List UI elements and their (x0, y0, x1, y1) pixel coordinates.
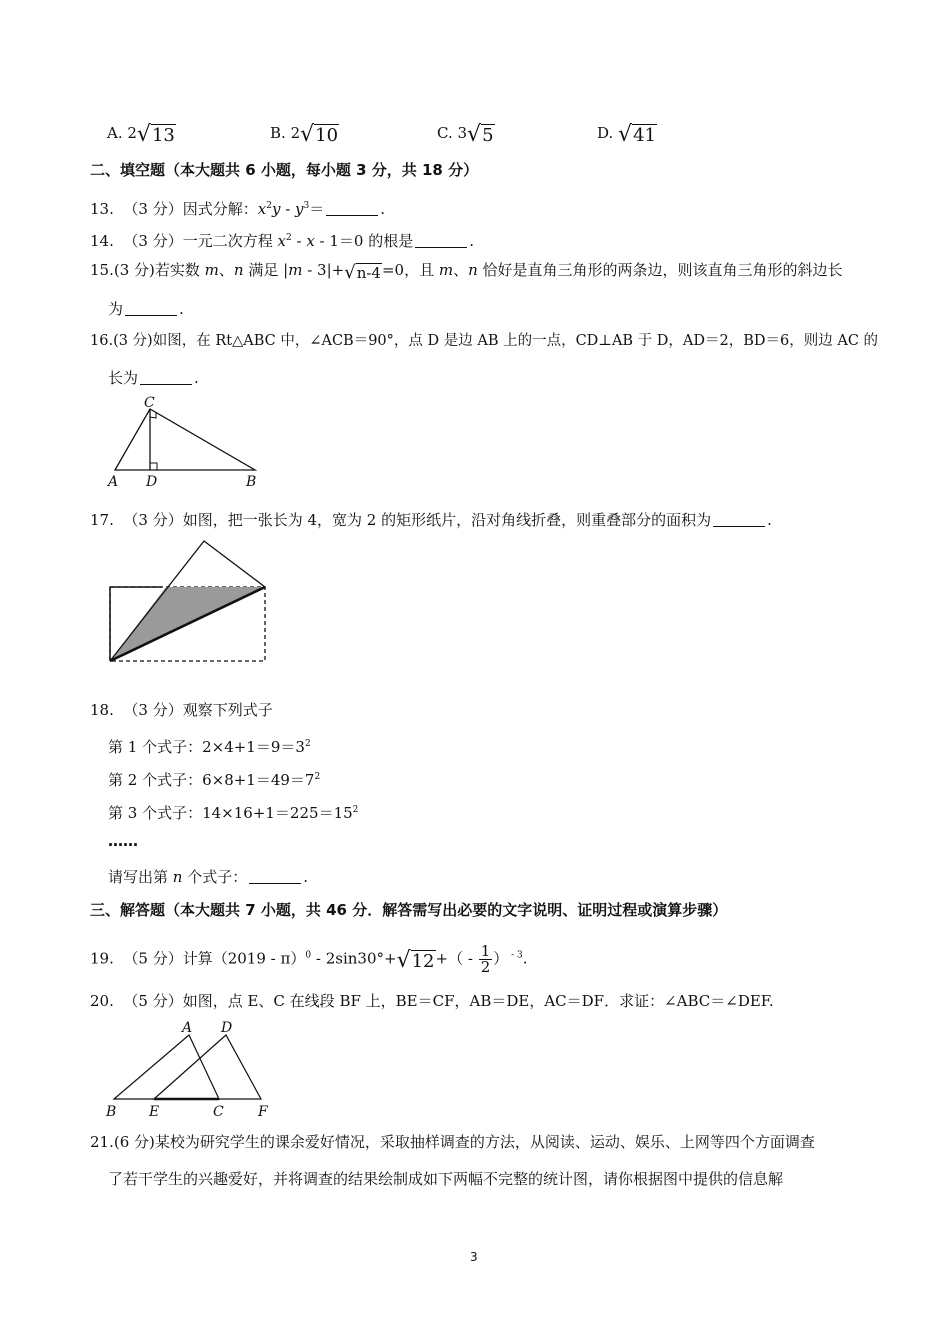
q14-answer-blank[interactable] (415, 233, 467, 248)
q20-triangles-figure (100, 1015, 280, 1120)
label-c: C (144, 395, 155, 411)
q19-exp0: 0 (305, 950, 312, 961)
q18-line2-text: 第 2 个式子：6×8+1＝49＝7 (108, 771, 315, 789)
q15-radicand: n-4 (356, 264, 381, 282)
q14-rest: - 1＝0 的根是 (314, 232, 414, 250)
option-c-coef: 3 (457, 124, 468, 142)
q18-line-3 (108, 799, 358, 824)
q15-comma2: 、 (453, 261, 469, 279)
q15-n: n (233, 261, 244, 279)
q15-m: m (204, 261, 219, 279)
q19-score: （5 分） (123, 949, 183, 968)
q15-end: . (179, 300, 184, 318)
q20-number: 20. (90, 992, 114, 1010)
question-18 (90, 699, 273, 721)
q18-ask (108, 866, 308, 888)
q14-minus: - (291, 232, 307, 250)
option-a (107, 122, 176, 147)
q13-text: 因式分解： (182, 200, 258, 218)
q13-score: （3 分） (123, 200, 183, 218)
q21-line1: 某校为研究学生的课余爱好情况，采取抽样调查的方法，从阅读、运动、娱乐、上网等四个方面调查 (154, 1133, 815, 1151)
label-b: B (246, 474, 257, 490)
q21-score: (6 分) (113, 1133, 155, 1151)
q19-text: 计算（2019 - π） (182, 949, 306, 968)
q16-line2: 长为 (108, 369, 139, 387)
q15-number: 15. (90, 261, 114, 279)
label-f: F (258, 1104, 268, 1120)
label-e: E (149, 1104, 160, 1120)
q15-line2: 为 (108, 300, 124, 318)
option-a-coef: 2 (127, 124, 137, 142)
q18-score: （3 分） (123, 701, 183, 719)
q18-n: n (172, 868, 183, 886)
triangle-abc (114, 1035, 219, 1099)
q18-line2-exp: 2 (314, 772, 321, 782)
option-a-label: A. (107, 124, 128, 142)
q16-end: . (194, 369, 199, 387)
option-b-label: B. (270, 124, 291, 142)
q15-text2: 满足 | (243, 261, 289, 279)
option-b-radical: √10 (300, 122, 339, 147)
question-21 (90, 1131, 815, 1153)
right-angle-c (150, 412, 156, 418)
question-20 (90, 990, 774, 1012)
q13-y: y (271, 200, 281, 218)
q16-answer-blank[interactable] (140, 370, 192, 385)
q19-fraction (479, 944, 493, 975)
q14-score: （3 分） (123, 232, 183, 250)
q15-radical: √n-4 (344, 262, 381, 283)
q15-m2: m (288, 261, 303, 279)
q16-triangle-figure (100, 392, 270, 492)
label-a: A (108, 474, 119, 490)
q15-score: (3 分) (113, 261, 155, 279)
q21-number: 21. (90, 1133, 114, 1151)
q19-mid: - 2sin30°+ (311, 949, 397, 968)
q13-exp3: 3 (303, 201, 310, 211)
question-17 (90, 509, 772, 531)
right-angle-d (150, 463, 157, 470)
q16-number: 16. (90, 333, 114, 349)
q13-y2: y (295, 200, 304, 218)
q15-m3: m (438, 261, 454, 279)
label-a: A (182, 1020, 193, 1036)
option-c-label: C. (437, 124, 458, 142)
option-c-radicand: 5 (482, 125, 494, 146)
q17-answer-blank[interactable] (713, 512, 765, 527)
question-16 (90, 330, 878, 352)
label-d: D (146, 474, 158, 490)
q18-line1-text: 第 1 个式子：2×4+1＝9＝3 (108, 738, 305, 756)
q18-text: 观察下列式子 (182, 701, 273, 719)
option-b-radicand: 10 (315, 125, 339, 146)
q17-end: . (767, 511, 772, 529)
q16-score: (3 分) (113, 333, 153, 349)
triangle-abc (115, 409, 255, 470)
q19-denominator: 2 (480, 958, 491, 976)
q18-answer-blank[interactable] (249, 869, 301, 884)
q18-line-2 (108, 766, 320, 791)
q13-end: . (380, 200, 386, 218)
question-13 (90, 195, 385, 220)
q17-text: 如图，把一张长为 4，宽为 2 的矩形纸片，沿对角线折叠，则重叠部分的面积为 (182, 511, 712, 529)
option-d (597, 122, 657, 147)
q18-number: 18. (90, 701, 114, 719)
q13-minus: - (280, 200, 296, 218)
q14-text: 一元二次方程 (182, 232, 278, 250)
q15-n2: n (468, 261, 478, 279)
q15-comma: 、 (218, 261, 234, 279)
q19-end: . (522, 949, 528, 968)
q18-line-1 (108, 733, 311, 758)
section2-heading: 二、填空题（本大题共 6 小题，每小题 3 分，共 18 分） (90, 161, 479, 179)
option-c (437, 122, 495, 147)
option-a-radical: √13 (136, 122, 175, 147)
q19-radicand: 12 (411, 950, 435, 972)
q19-close: ） (493, 949, 509, 968)
q17-score: （3 分） (123, 511, 183, 529)
q13-eq: ＝ (309, 200, 325, 218)
q18-line3-exp: 2 (352, 805, 359, 815)
q15-text4: =0，且 (381, 261, 439, 279)
section3-heading: 三、解答题（本大题共 7 小题，共 46 分．解答需写出必要的文字说明、证明过程或演算步骤） (90, 901, 728, 919)
q15-text1: 若实数 (154, 261, 205, 279)
q21-line2: 了若干学生的兴趣爱好，并将调查的结果绘制成如下两幅不完整的统计图，请你根据图中提供的信息解 (108, 1170, 784, 1188)
q14-number: 14. (90, 232, 114, 250)
page-number: 3 (470, 1250, 478, 1264)
q17-fold-figure (100, 535, 280, 670)
q14-end: . (469, 232, 475, 250)
q19-exp-neg3: - 3 (508, 950, 523, 961)
q17-number: 17. (90, 511, 114, 529)
option-d-label: D. (597, 124, 619, 142)
option-d-radicand: 41 (633, 125, 656, 146)
q15-text5: 恰好是直角三角形的两条边，则该直角三角形的斜边长 (477, 261, 843, 279)
q18-dots: …… (108, 832, 138, 850)
q13-exp2: 2 (266, 201, 272, 211)
q18-line3-text: 第 3 个式子：14×16+1＝225＝15 (108, 804, 353, 822)
option-c-radical: √5 (467, 122, 494, 147)
q15-answer-blank[interactable] (125, 301, 177, 316)
question-15 (90, 259, 843, 284)
question-21-line2 (108, 1168, 783, 1190)
question-16-line2 (108, 367, 199, 389)
q16-line1: 如图，在 Rt△ABC 中，∠ACB＝90°，点 D 是边 AB 上的一点，CD⊥AB 于 D，AD＝2，BD＝6，则边 AC 的 (152, 333, 879, 349)
q13-number: 13. (90, 200, 114, 218)
option-a-radicand: 13 (151, 125, 175, 146)
q20-text: 如图，点 E、C 在线段 BF 上，BE＝CF，AB＝DE，AC＝DF．求证：∠ABC＝∠DEF. (182, 992, 774, 1010)
q14-x: x (277, 232, 286, 250)
question-19 (90, 944, 528, 975)
q18-ask2: 个式子： (182, 868, 248, 886)
q18-end: . (303, 868, 309, 886)
option-b-coef: 2 (290, 124, 301, 142)
option-d-radical: √41 (618, 122, 656, 147)
triangle-def (154, 1035, 261, 1099)
q19-number: 19. (90, 949, 114, 968)
label-d: D (221, 1020, 233, 1036)
q18-line1-exp: 2 (304, 739, 311, 749)
label-b: B (106, 1104, 117, 1120)
label-c: C (213, 1104, 224, 1120)
question-15-line2 (108, 298, 184, 320)
q15-text3: - 3|+ (302, 261, 345, 279)
q19-radical: √12 (396, 947, 435, 973)
q19-plus: +（ - (435, 949, 478, 968)
q19-numerator: 1 (480, 942, 491, 960)
option-b (270, 122, 339, 147)
q18-ask1: 请写出第 (108, 868, 173, 886)
question-14 (90, 227, 474, 252)
q13-answer-blank[interactable] (326, 201, 378, 216)
q13-x: x (257, 200, 267, 218)
q14-x2: x (306, 232, 315, 250)
q20-score: （5 分） (123, 992, 183, 1010)
q14-exp: 2 (285, 233, 292, 243)
